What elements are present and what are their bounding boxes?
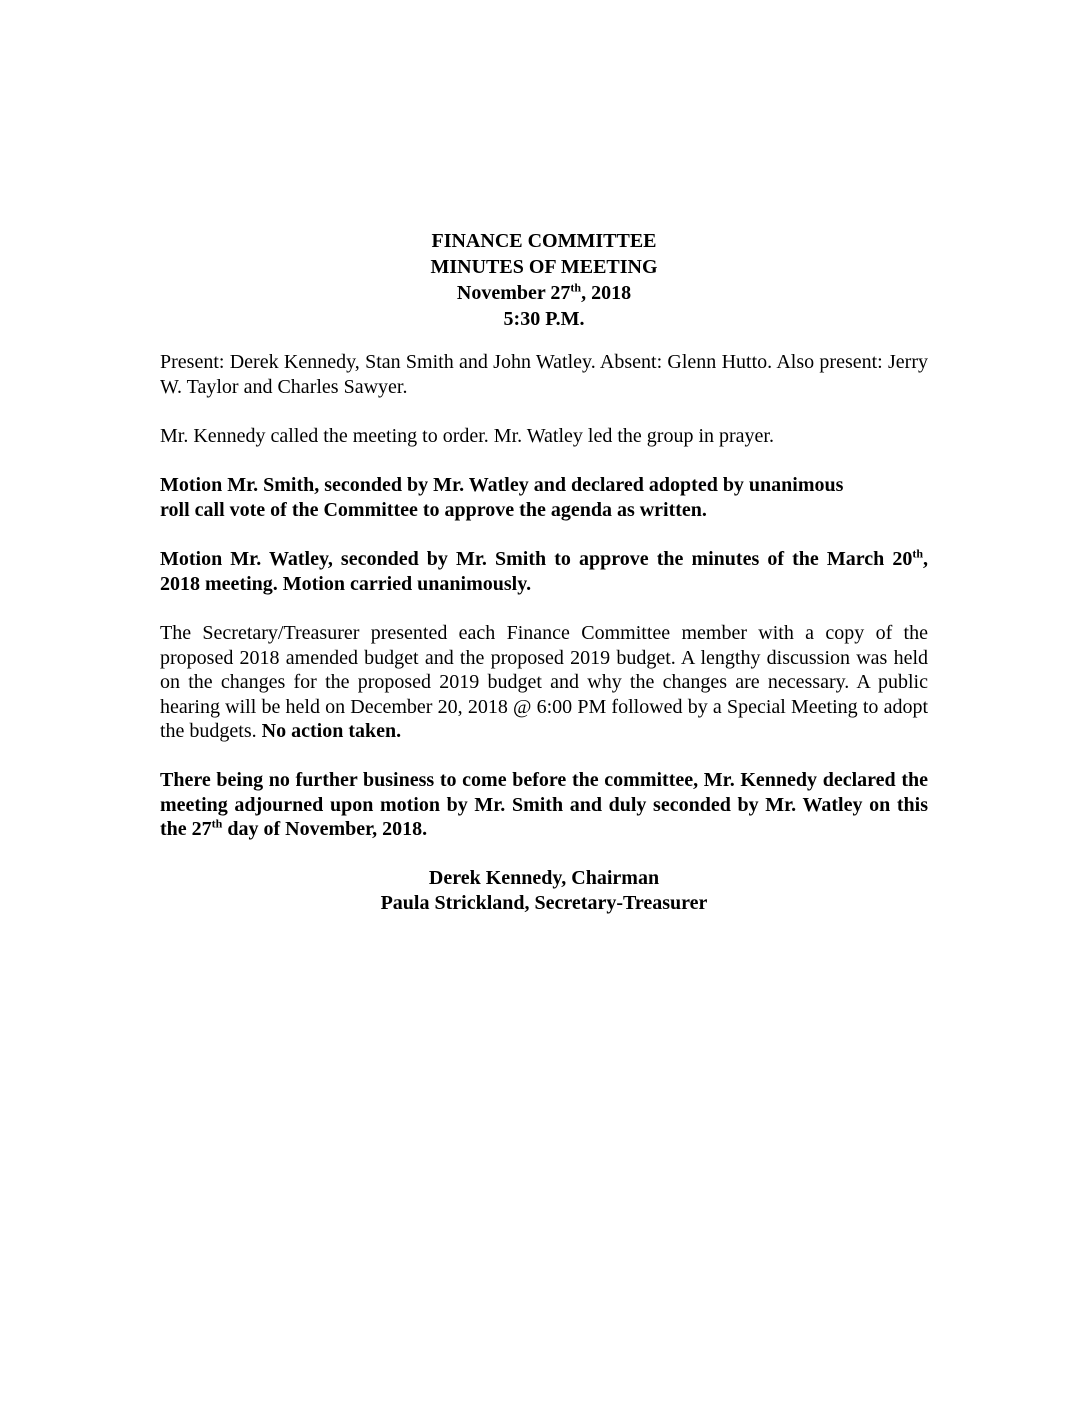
secretary-signature: Paula Strickland, Secretary-Treasurer bbox=[380, 891, 708, 914]
call-to-order-paragraph: Mr. Kennedy called the meeting to order. Mr. Watley led the group in prayer. bbox=[160, 425, 774, 447]
header-minutes: MINUTES OF MEETING bbox=[430, 256, 658, 278]
signature-block bbox=[160, 866, 928, 915]
adjournment-tail: day of November, 2018. bbox=[222, 818, 428, 840]
header-time: 5:30 P.M. bbox=[503, 308, 585, 330]
minutes-motion-suffix: th bbox=[912, 546, 923, 561]
minutes-motion-text: Motion Mr. Watley, seconded by Mr. Smith to approve the minutes of the March 20 bbox=[160, 548, 913, 570]
header-date-year: , 2018 bbox=[581, 282, 632, 304]
adjournment-suffix: th bbox=[211, 816, 223, 831]
agenda-motion-paragraph bbox=[160, 473, 928, 522]
header-committee: FINANCE COMMITTEE bbox=[431, 230, 657, 252]
chairman-signature: Derek Kennedy, Chairman bbox=[428, 867, 660, 889]
agenda-motion-line2: roll call vote of the Committee to approve the agenda as written. bbox=[160, 498, 707, 521]
adjournment-text: There being no further business to come before the committee, Mr. Kennedy declared the meeting adjourned upon motion by Mr. Smith and duly seconded by Mr. Watley on this the 27 bbox=[160, 769, 928, 840]
attendance-paragraph: Present: Derek Kennedy, Stan Smith and John Watley. Absent: Glenn Hutto. Also present: Jerry W. Taylor and Charles Sawyer. bbox=[160, 351, 928, 398]
minutes-motion-tail: , 2018 meeting. Motion carried unanimously. bbox=[160, 548, 928, 595]
header-date-suffix: th bbox=[570, 280, 582, 295]
header-date bbox=[160, 280, 928, 306]
minutes-motion-paragraph bbox=[160, 547, 928, 596]
no-action-note: No action taken. bbox=[261, 720, 402, 742]
header-date-main: November 27 bbox=[456, 282, 571, 304]
budget-paragraph bbox=[160, 621, 928, 744]
adjournment-paragraph bbox=[160, 768, 928, 842]
document-header bbox=[160, 228, 928, 332]
budget-text: The Secretary/Treasurer presented each Finance Committee member with a copy of the proposed 2018 amended budget and the proposed 2019 budget. A lengthy discussion was held on the changes for the proposed 2019 budget and why the changes are necessary. A public hearing will be held on December 20, 2018 @ 6:00 PM followed by a Special Meeting to adopt the budgets. bbox=[160, 622, 928, 742]
agenda-motion-line1: Motion Mr. Smith, seconded by Mr. Watley and declared adopted by unanimous bbox=[160, 474, 844, 496]
